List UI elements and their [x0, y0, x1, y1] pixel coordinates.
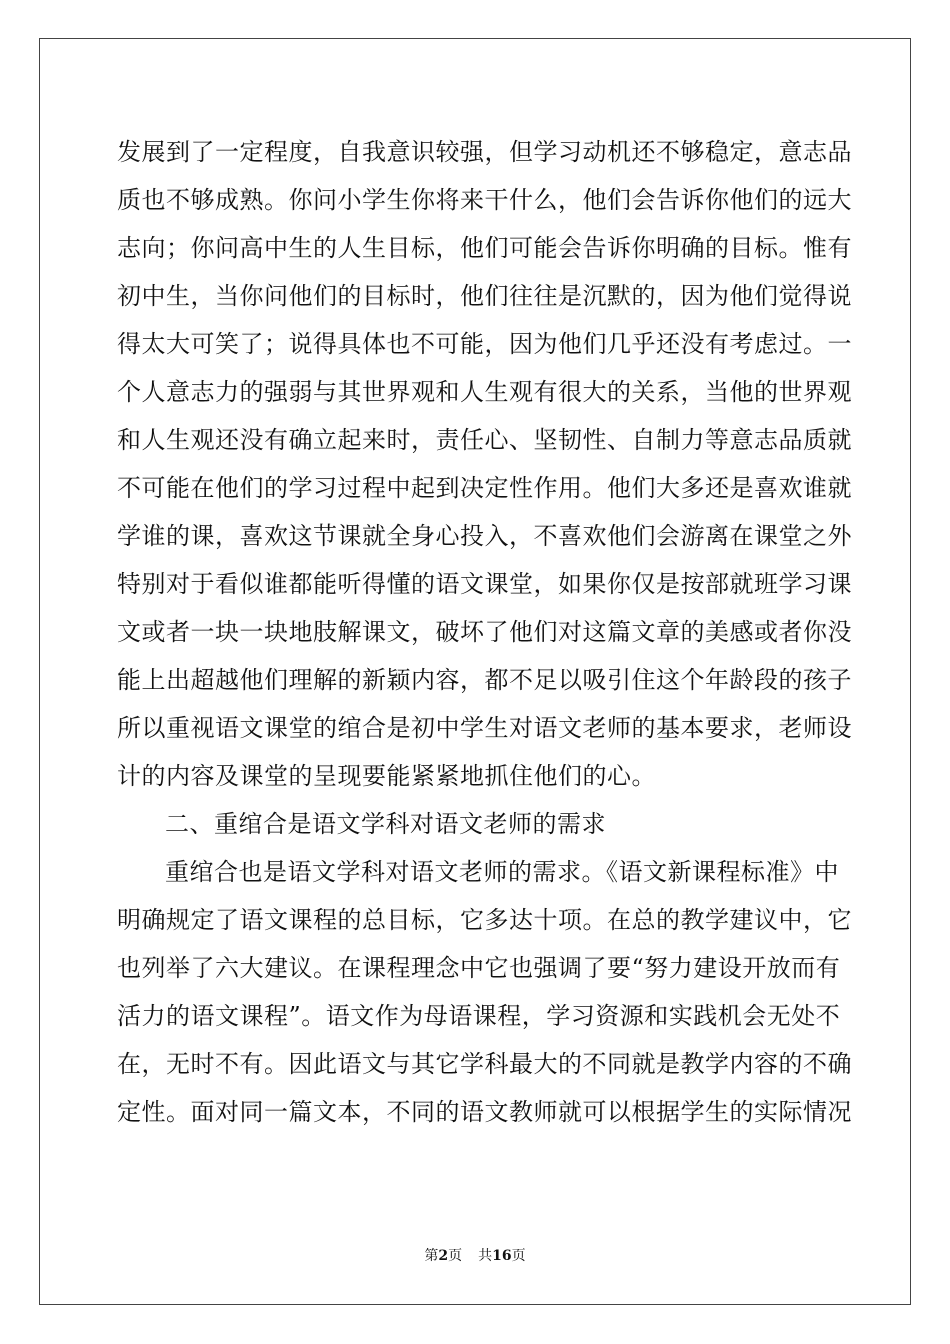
section-heading: 二、重绾合是语文学科对语文老师的需求	[165, 810, 606, 838]
total-suffix: 页	[511, 1248, 526, 1264]
paragraph-line: 质也不够成熟。你问小学生你将来干什么，他们会告诉你他们的远大	[117, 186, 852, 214]
paragraph-line: 计的内容及课堂的呈现要能紧紧地抓住他们的心。	[117, 762, 656, 790]
paragraph-line: 文或者一块一块地肢解课文，破坏了他们对这篇文章的美感或者你没	[117, 618, 852, 646]
paragraph-line: 能上出超越他们理解的新颖内容，都不足以吸引住这个年龄段的孩子	[117, 666, 852, 694]
paragraph-line: 发展到了一定程度，自我意识较强，但学习动机还不够稳定，意志品	[117, 138, 852, 166]
paragraph-line: 也列举了六大建议。在课程理念中它也强调了要“努力建设开放而有	[117, 954, 841, 982]
paragraph-line: 不可能在他们的学习过程中起到决定性作用。他们大多还是喜欢谁就	[117, 474, 852, 502]
paragraph-line: 志向；你问高中生的人生目标，他们可能会告诉你明确的目标。惟有	[117, 234, 852, 262]
paragraph-line: 定性。面对同一篇文本，不同的语文教师就可以根据学生的实际情况	[117, 1098, 852, 1126]
page-footer	[0, 1245, 950, 1265]
current-page-number: 2	[438, 1248, 449, 1264]
paragraph-line: 得太大可笑了；说得具体也不可能，因为他们几乎还没有考虑过。一	[117, 330, 852, 358]
paragraph-line: 所以重视语文课堂的绾合是初中学生对语文老师的基本要求，老师设	[117, 714, 852, 742]
total-prefix: 共	[478, 1248, 493, 1264]
page-suffix: 页	[448, 1248, 463, 1264]
paragraph-line: 明确规定了语文课程的总目标，它多达十项。在总的教学建议中，它	[117, 906, 852, 934]
paragraph-line: 活力的语文课程”。语文作为母语课程，学习资源和实践机会无处不	[117, 1002, 841, 1030]
page-prefix: 第	[424, 1248, 439, 1264]
paragraph-line: 学谁的课，喜欢这节课就全身心投入，不喜欢他们会游离在课堂之外	[117, 522, 852, 550]
document-body	[117, 128, 852, 1136]
paragraph-line: 特别对于看似谁都能听得懂的语文课堂，如果你仅是按部就班学习课	[117, 570, 852, 598]
paragraph-line: 在，无时不有。因此语文与其它学科最大的不同就是教学内容的不确	[117, 1050, 852, 1078]
paragraph-line: 重绾合也是语文学科对语文老师的需求。《语文新课程标准》中	[165, 858, 839, 886]
total-pages-number: 16	[492, 1248, 512, 1264]
paragraph-line: 初中生，当你问他们的目标时，他们往往是沉默的，因为他们觉得说	[117, 282, 852, 310]
paragraph-line: 个人意志力的强弱与其世界观和人生观有很大的关系，当他的世界观	[117, 378, 852, 406]
paragraph-line: 和人生观还没有确立起来时，责任心、坚韧性、自制力等意志品质就	[117, 426, 852, 454]
